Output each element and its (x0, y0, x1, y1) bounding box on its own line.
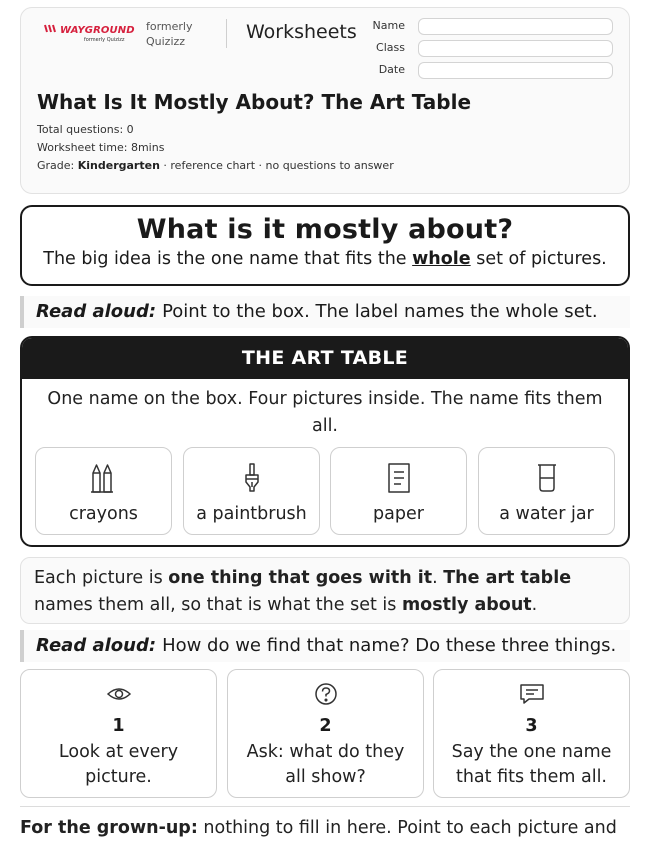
doc-type: Worksheets (246, 21, 357, 43)
logo-bars-icon (44, 24, 58, 33)
grade-value: Kindergarten (77, 159, 160, 172)
read-aloud-text: Point to the box. The label names the whole set. (162, 301, 598, 322)
info-part-3: names them all, so that is what the set is (34, 595, 402, 615)
grade-prefix: Grade: (37, 159, 78, 172)
name-field-row (361, 18, 616, 35)
paintbrush-icon (237, 462, 267, 494)
info-bold-3: mostly about (401, 595, 532, 615)
worksheet-title: What Is It Mostly About? The Art Table (37, 90, 472, 114)
paper-icon (384, 462, 414, 494)
grade-line (37, 159, 394, 172)
art-table-description: One name on the box. Four pictures inside. The name fits them all. (47, 389, 603, 436)
step-card-1 (20, 669, 217, 798)
art-table-items (35, 447, 615, 535)
step-card-3 (433, 669, 630, 798)
worksheet-time: Worksheet time: 8mins (37, 141, 165, 154)
read-aloud-label: Read aloud: (36, 635, 157, 656)
date-label: Date (378, 63, 405, 76)
info-part-2: . (432, 568, 444, 588)
step-number: 1 (112, 716, 125, 736)
subtitle-before: The big idea is the one name that fits the (43, 249, 413, 269)
speech-bubble-icon (518, 682, 546, 706)
question-icon (312, 682, 340, 706)
item-tile-paintbrush (183, 447, 320, 535)
info-part-4: . (531, 595, 538, 615)
info-bold-2: The art table (443, 568, 572, 588)
wayground-logo (44, 24, 134, 43)
art-table-heading: THE ART TABLE (22, 338, 628, 379)
class-input[interactable] (418, 40, 613, 57)
logo-mark (44, 24, 134, 36)
logo-subtext: formerly Quizizz (84, 37, 125, 43)
grown-up-label: For the grown-up: (20, 818, 198, 838)
class-label: Class (376, 41, 405, 54)
item-label: a paintbrush (196, 504, 307, 524)
water-jar-icon (532, 462, 562, 494)
date-field-row (361, 62, 616, 79)
class-field-row (361, 40, 616, 57)
grown-up-text: nothing to fill in here. Point to each picture and (197, 818, 617, 838)
item-label: paper (373, 504, 424, 524)
lesson-heading: What is it mostly about? (136, 214, 514, 245)
subtitle-after: set of pictures. (470, 249, 607, 269)
logo-text: WAYGROUND (60, 25, 135, 36)
step-text: Ask: what do they all show? (246, 742, 405, 787)
mostly-about-explanation (20, 557, 630, 624)
formerly-label: formerly Quizizz (146, 20, 193, 48)
lesson-title-box (20, 205, 630, 286)
read-aloud-label: Read aloud: (36, 301, 157, 322)
date-input[interactable] (418, 62, 613, 79)
info-part-1: Each picture is (34, 568, 169, 588)
step-card-2 (227, 669, 424, 798)
worksheet-header (20, 7, 630, 194)
art-table-card (20, 336, 630, 547)
step-number: 2 (319, 716, 332, 736)
total-questions: Total questions: 0 (37, 123, 134, 136)
grade-suffix: · reference chart · no questions to answer (159, 159, 394, 172)
read-aloud-text: How do we find that name? Do these three things. (162, 635, 617, 656)
step-text: Say the one name that fits them all. (451, 742, 612, 787)
item-tile-paper (330, 447, 467, 535)
name-input[interactable] (418, 18, 613, 35)
eye-icon (105, 682, 133, 706)
section-divider (20, 806, 630, 807)
read-aloud-2 (20, 630, 630, 662)
item-tile-crayons (35, 447, 172, 535)
name-label: Name (372, 19, 405, 32)
header-divider (226, 19, 227, 48)
subtitle-emphasis: whole (412, 249, 471, 269)
step-number: 3 (525, 716, 538, 736)
item-label: a water jar (499, 504, 594, 524)
read-aloud-1 (20, 296, 630, 328)
lesson-subtitle (22, 249, 628, 269)
info-bold-1: one thing that goes with it (168, 568, 433, 588)
crayons-icon (89, 462, 119, 494)
item-tile-water-jar (478, 447, 615, 535)
step-text: Look at every picture. (58, 742, 179, 787)
item-label: crayons (69, 504, 138, 524)
grown-up-note (20, 818, 617, 838)
